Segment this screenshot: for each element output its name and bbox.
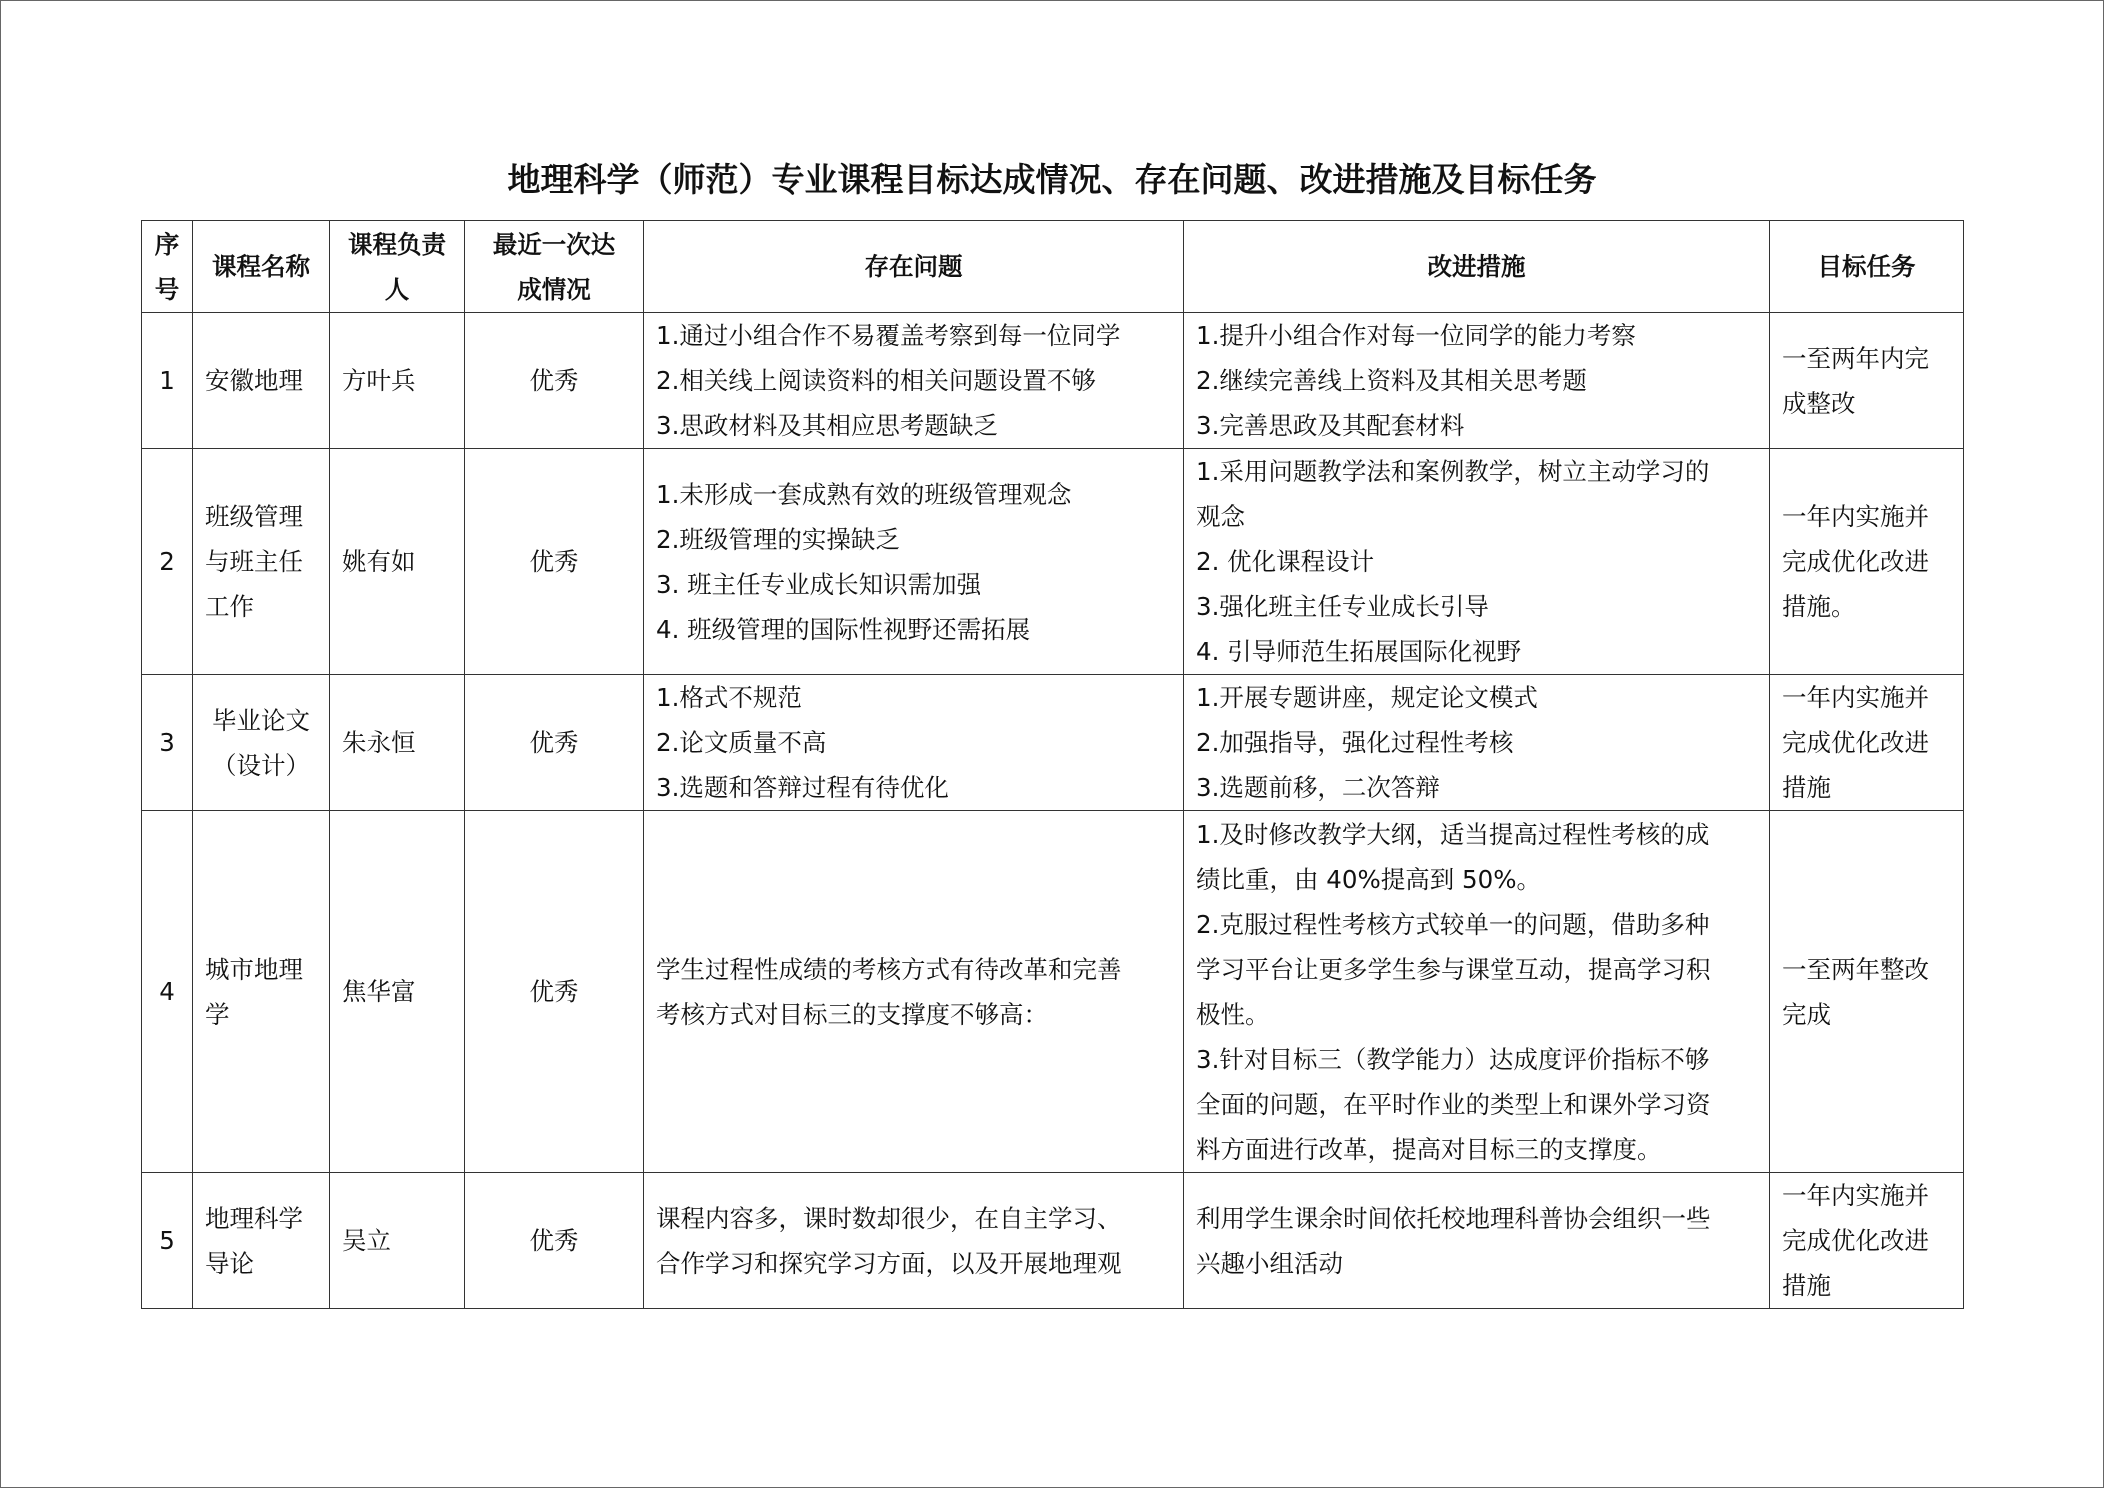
course-line: 安徽地理: [205, 366, 303, 395]
target-line: 一年内实施并: [1782, 502, 1929, 531]
table-row: [142, 811, 1964, 1173]
problems-line: 3. 班主任专业成长知识需加强: [656, 569, 982, 599]
row-index: 1: [142, 313, 193, 449]
row-index: 3: [142, 675, 193, 811]
target-cell: [1770, 449, 1964, 675]
measures-line: 3.强化班主任专业成长引导: [1196, 592, 1489, 621]
problems-line: 3.思政材料及其相应思考题缺乏: [656, 411, 998, 440]
problems-line: 2.论文质量不高: [656, 728, 827, 757]
problems-line: 3.选题和答辩过程有待优化: [656, 773, 949, 802]
course-line: 与班主任: [205, 547, 303, 576]
measures-line: 1.及时修改教学大纲，适当提高过程性考核的成: [1196, 819, 1710, 849]
header-row: [142, 221, 1964, 313]
course-line: （设计）: [212, 750, 310, 780]
measures-line: 1.开展专题讲座，规定论文模式: [1196, 683, 1538, 712]
problems-cell: [644, 1173, 1184, 1309]
measures-line: 2.加强指导，强化过程性考核: [1196, 728, 1514, 757]
course-owner: 姚有如: [330, 449, 465, 675]
target-line: 成整改: [1782, 388, 1856, 418]
problems-line: 4. 班级管理的国际性视野还需拓展: [656, 614, 1031, 644]
measures-cell: [1184, 1173, 1770, 1309]
target-line: 完成: [1782, 999, 1831, 1029]
target-line: 措施。: [1782, 592, 1856, 621]
measures-line: 2.继续完善线上资料及其相关思考题: [1196, 366, 1587, 395]
course-table: [141, 220, 1964, 1309]
row-index: 2: [142, 449, 193, 675]
target-cell: [1770, 313, 1964, 449]
problems-line: 1.未形成一套成熟有效的班级管理观念: [656, 479, 1072, 509]
target-line: 一年内实施并: [1782, 683, 1929, 712]
measures-line: 2. 优化课程设计: [1196, 547, 1375, 576]
achievement-status: 优秀: [465, 313, 644, 449]
course-owner: 吴立: [330, 1173, 465, 1309]
measures-line: 绩比重，由 40%提高到 50%。: [1196, 864, 1541, 894]
measures-line: 3.完善思政及其配套材料: [1196, 411, 1465, 440]
problems-cell: [644, 811, 1184, 1173]
target-cell: [1770, 675, 1964, 811]
table-row: [142, 1173, 1964, 1309]
row-index: 5: [142, 1173, 193, 1309]
problems-line: 2.班级管理的实操缺乏: [656, 524, 900, 554]
problems-cell: [644, 313, 1184, 449]
measures-line: 3.针对目标三（教学能力）达成度评价指标不够: [1196, 1044, 1710, 1074]
measures-cell: [1184, 675, 1770, 811]
measures-line: 1.采用问题教学法和案例教学，树立主动学习的: [1196, 457, 1710, 486]
measures-line: 1.提升小组合作对每一位同学的能力考察: [1196, 321, 1636, 350]
measures-line: 利用学生课余时间依托校地理科普协会组织一些: [1196, 1203, 1711, 1233]
target-line: 完成优化改进: [1782, 547, 1929, 576]
achievement-status: 优秀: [465, 449, 644, 675]
header-owner: 课程负责 人: [330, 221, 465, 313]
problems-cell: [644, 449, 1184, 675]
problems-line: 2.相关线上阅读资料的相关问题设置不够: [656, 366, 1096, 395]
achievement-status: 优秀: [465, 811, 644, 1173]
problems-line: 1.格式不规范: [656, 683, 802, 712]
header-problems: 存在问题: [644, 221, 1184, 313]
target-cell: [1770, 1173, 1964, 1309]
measures-line: 全面的问题，在平时作业的类型上和课外学习资: [1196, 1089, 1711, 1119]
header-measures: 改进措施: [1184, 221, 1770, 313]
course-line: 地理科学: [205, 1203, 303, 1233]
table-row: [142, 313, 1964, 449]
measures-line: 4. 引导师范生拓展国际化视野: [1196, 637, 1522, 666]
target-line: 一至两年内完: [1782, 343, 1929, 373]
course-owner: 方叶兵: [330, 313, 465, 449]
problems-line: 课程内容多，课时数却很少，在自主学习、: [656, 1203, 1122, 1233]
measures-cell: [1184, 313, 1770, 449]
header-course: 课程名称: [193, 221, 330, 313]
target-line: 完成优化改进: [1782, 1226, 1929, 1255]
problems-cell: [644, 675, 1184, 811]
target-line: 措施: [1782, 773, 1831, 802]
course-line: 工作: [205, 592, 254, 621]
course-line: 导论: [205, 1248, 254, 1278]
achievement-status: 优秀: [465, 1173, 644, 1309]
measures-line: 学习平台让更多学生参与课堂互动，提高学习积: [1196, 954, 1711, 984]
course-line: 学: [205, 999, 230, 1029]
target-line: 完成优化改进: [1782, 728, 1929, 757]
table-row: [142, 449, 1964, 675]
target-line: 措施: [1782, 1271, 1831, 1300]
problems-line: 合作学习和探究学习方面，以及开展地理观: [656, 1248, 1122, 1278]
course-line: 毕业论文: [212, 705, 310, 735]
course-owner: 朱永恒: [330, 675, 465, 811]
measures-line: 2.克服过程性考核方式较单一的问题，借助多种: [1196, 909, 1710, 939]
measures-line: 料方面进行改革，提高对目标三的支撑度。: [1196, 1134, 1662, 1164]
table-row: [142, 675, 1964, 811]
measures-line: 兴趣小组活动: [1196, 1248, 1343, 1278]
measures-line: 极性。: [1196, 999, 1270, 1029]
problems-line: 1.通过小组合作不易覆盖考察到每一位同学: [656, 321, 1121, 350]
course-line: 班级管理: [205, 502, 303, 531]
measures-line: 观念: [1196, 502, 1245, 531]
measures-line: 3.选题前移，二次答辩: [1196, 773, 1440, 802]
target-line: 一年内实施并: [1782, 1181, 1929, 1210]
course-name: [193, 313, 330, 449]
course-line: 城市地理: [205, 954, 303, 984]
course-name: [193, 1173, 330, 1309]
problems-line: 学生过程性成绩的考核方式有待改革和完善: [656, 954, 1122, 984]
target-cell: [1770, 811, 1964, 1173]
problems-line: 考核方式对目标三的支撑度不够高：: [656, 999, 1048, 1029]
row-index: 4: [142, 811, 193, 1173]
target-line: 一至两年整改: [1782, 954, 1929, 984]
achievement-status: 优秀: [465, 675, 644, 811]
header-status: 最近一次达 成情况: [465, 221, 644, 313]
course-name: [193, 811, 330, 1173]
course-name: [193, 449, 330, 675]
measures-cell: [1184, 811, 1770, 1173]
document-title: 地理科学（师范）专业课程目标达成情况、存在问题、改进措施及目标任务: [507, 160, 1597, 199]
header-target: 目标任务: [1770, 221, 1964, 313]
header-index: 序 号: [142, 221, 193, 313]
measures-cell: [1184, 449, 1770, 675]
course-owner: 焦华富: [330, 811, 465, 1173]
course-name: [193, 675, 330, 811]
